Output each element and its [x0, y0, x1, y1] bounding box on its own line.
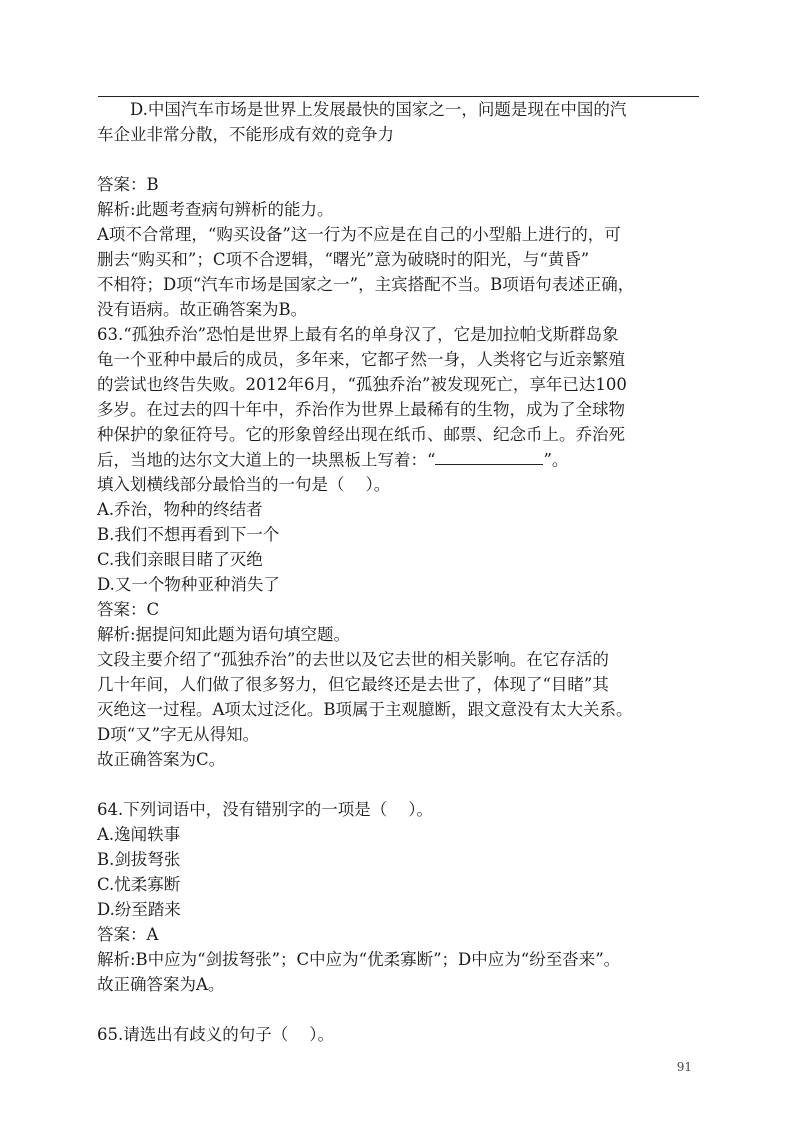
q64-analysis-line: 解析:B中应为“剑拔弩张”；C中应为“优柔寡断”；D中应为“纷至沓来”。 [97, 950, 621, 970]
q62-answer: 答案：B [97, 175, 159, 194]
q63-analysis-line: D项“又”字无从得知。 [97, 725, 260, 745]
q63-stem-after-blank: ”。 [543, 450, 569, 470]
q63-stem-line: 多岁。在过去的四十年中，乔治作为世界上最稀有的生物，成为了全球物 [97, 400, 625, 419]
spacer [97, 772, 703, 797]
q63-analysis-line: 几十年间，人们做了很多努力，但它最终还是去世了，体现了“目睹”其 [97, 675, 609, 695]
q63-analysis-line: 故正确答案为C。 [97, 750, 226, 770]
q63-stem-last-line [97, 447, 703, 472]
q62-analysis-title: 解析:此题考查病句辨析的能力。 [97, 200, 334, 219]
q62-analysis-line: 删去“购买和”；C项不合逻辑，“曙光”意为破晓时的阳光，与“黄昏” [97, 250, 590, 269]
q63-stem-line: 63.“孤独乔治”恐怕是世界上最有名的单身汉了，它是加拉帕戈斯群岛象 [97, 325, 619, 344]
q62-analysis-line: 没有语病。故正确答案为B。 [97, 300, 308, 319]
q62-analysis-line: 不相符；D项“汽车市场是国家之一”，主宾搭配不当。B项语句表述正确， [97, 275, 635, 294]
q64-stem: 64.下列词语中，没有错别字的一项是（ ）。 [97, 800, 433, 820]
q64-option-a: A.逸闻轶事 [97, 825, 181, 845]
q63-prompt: 填入划横线部分最恰当的一句是（ ）。 [97, 475, 391, 495]
q63-stem-before-blank: 后，当地的达尔文大道上的一块黑板上写着：“ [97, 450, 436, 470]
q62-option-d: D.中国汽车市场是世界上发展最快的国家之一，问题是现在中国的汽 [130, 100, 627, 119]
q64-answer: 答案：A [97, 925, 159, 945]
q62-analysis-line: A项不合常理，“购买设备”这一行为不应是在自己的小型船上进行的，可 [97, 225, 621, 244]
q63-option-b: B.我们不想再看到下一个 [97, 525, 280, 545]
q63-option-c: C.我们亲眼目睹了灭绝 [97, 550, 263, 570]
q64-analysis-line: 故正确答案为A。 [97, 975, 225, 995]
q63-analysis-line: 文段主要介绍了“孤独乔治”的去世以及它去世的相关影响。在它存活的 [97, 650, 609, 670]
q63-option-d: D.又一个物种亚种消失了 [97, 575, 280, 595]
fill-in-blank [435, 447, 543, 465]
q65-stem: 65.请选出有歧义的句子（ ）。 [97, 1025, 334, 1045]
spacer [97, 147, 703, 172]
q63-analysis-title: 解析:据提问知此题为语句填空题。 [97, 625, 351, 645]
q63-stem-line: 的尝试也终告失败。2012年6月，“孤独乔治”被发现死亡，享年已达100 [97, 375, 627, 394]
q64-option-d: D.纷至踏来 [97, 900, 181, 920]
q62-option-d-continued: 车企业非常分散，不能形成有效的竞争力 [97, 125, 394, 144]
page-content [97, 97, 703, 1047]
q64-option-c: C.忧柔寡断 [97, 875, 181, 895]
q63-answer: 答案：C [97, 600, 160, 620]
q63-stem-line: 龟一个亚种中最后的成员，多年来，它都孑然一身，人类将它与近亲繁殖 [97, 350, 625, 369]
spacer [97, 997, 703, 1022]
q63-analysis-line: 灭绝这一过程。A项太过泛化。B项属于主观臆断，跟文意没有太大关系。 [97, 700, 633, 720]
q63-stem-line: 种保护的象征符号。它的形象曾经出现在纸币、邮票、纪念币上。乔治死 [97, 425, 625, 444]
q64-option-b: B.剑拔弩张 [97, 850, 181, 870]
page-number: 91 [676, 1060, 692, 1074]
q63-option-a: A.乔治，物种的终结者 [97, 500, 263, 520]
